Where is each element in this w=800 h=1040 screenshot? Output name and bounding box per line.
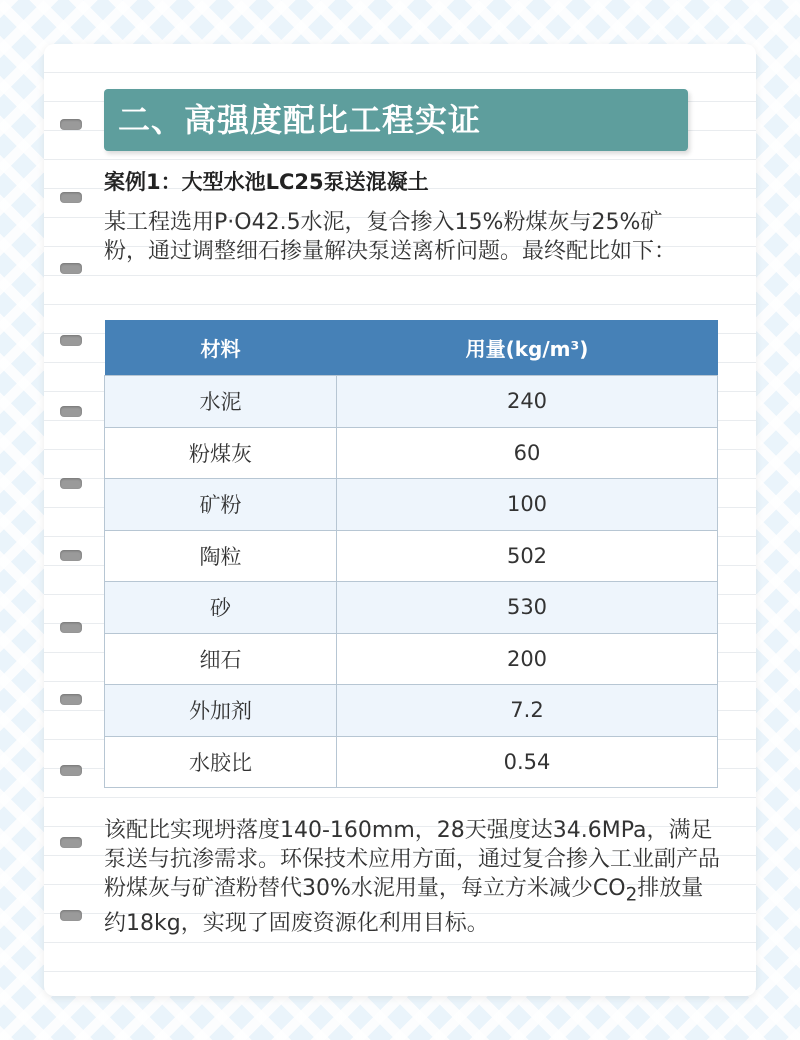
material-cell: 水泥: [105, 376, 337, 428]
binder-hole: [60, 910, 82, 921]
table-row: [105, 736, 718, 788]
summary-paragraph: [104, 816, 724, 938]
material-cell: 矿粉: [105, 479, 337, 531]
binder-hole: [60, 406, 82, 417]
section-banner: [104, 89, 688, 151]
table-row: [105, 479, 718, 531]
binder-hole: [60, 622, 82, 633]
amount-cell: 200: [337, 633, 718, 685]
binder-hole: [60, 837, 82, 848]
material-cell: 粉煤灰: [105, 427, 337, 479]
binder-hole: [60, 192, 82, 203]
summary-subscript: 2: [625, 884, 638, 906]
amount-cell: 530: [337, 582, 718, 634]
table-header-row: [105, 320, 718, 376]
material-cell: 细石: [105, 633, 337, 685]
material-cell: 外加剂: [105, 685, 337, 737]
table-row: [105, 530, 718, 582]
material-cell: 砂: [105, 582, 337, 634]
header-material: 材料: [105, 320, 337, 376]
table-row: [105, 685, 718, 737]
table-row: [105, 427, 718, 479]
binder-hole: [60, 335, 82, 346]
summary-text-2: 排放量约18kg，实现了固废资源化利用目标。: [104, 876, 704, 937]
mix-ratio-table: [104, 320, 718, 788]
amount-cell: 240: [337, 376, 718, 428]
notebook-page: [44, 44, 756, 996]
summary-text-1: 该配比实现坍落度140-160mm，28天强度达34.6MPa，满足泵送与抗渗需求。环保技术应用方面，通过复合掺入工业副产品粉煤灰与矿渣粉替代30%水泥用量，每立方米减少CO: [104, 818, 721, 901]
amount-cell: 0.54: [337, 736, 718, 788]
amount-cell: 100: [337, 479, 718, 531]
amount-cell: 502: [337, 530, 718, 582]
material-cell: 水胶比: [105, 736, 337, 788]
table-row: [105, 582, 718, 634]
material-cell: 陶粒: [105, 530, 337, 582]
binder-hole: [60, 478, 82, 489]
binder-hole: [60, 765, 82, 776]
binder-hole: [60, 119, 82, 130]
amount-cell: 60: [337, 427, 718, 479]
intro-paragraph: 某工程选用P·O42.5水泥，复合掺入15%粉煤灰与25%矿粉，通过调整细石掺量解决泵送离析问题。最终配比如下：: [104, 210, 677, 264]
case-title: 案例1：大型水池LC25泵送混凝土: [104, 170, 429, 194]
section-title: 二、高强度配比工程实证: [118, 101, 482, 139]
header-amount: 用量(kg/m³): [337, 320, 718, 376]
binder-hole: [60, 263, 82, 274]
table-row: [105, 633, 718, 685]
amount-cell: 7.2: [337, 685, 718, 737]
table-row: [105, 376, 718, 428]
binder-hole: [60, 550, 82, 561]
binder-hole: [60, 694, 82, 705]
